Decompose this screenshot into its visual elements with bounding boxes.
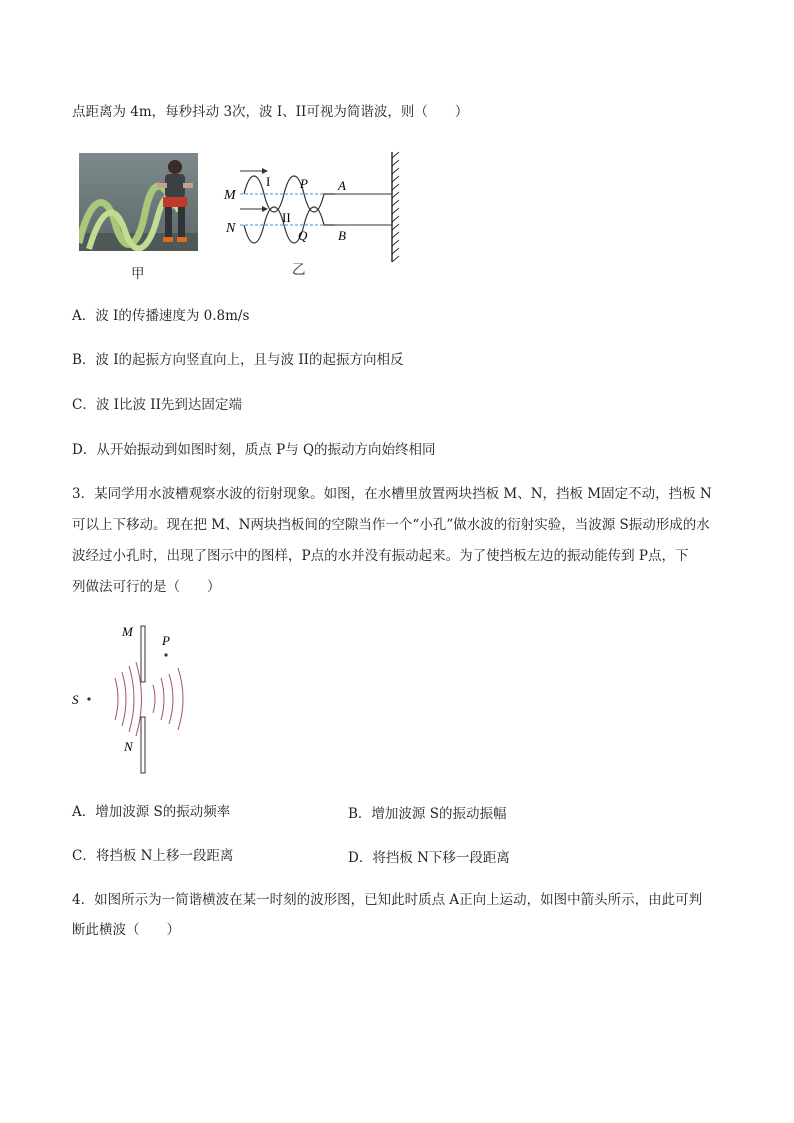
barrier-n — [141, 717, 145, 773]
caption-jia: 甲 — [131, 266, 145, 282]
fig3-label-s: S — [72, 692, 79, 707]
label-b: B — [338, 228, 346, 243]
label-q: Q — [298, 228, 308, 243]
photo-figure-jia — [79, 153, 198, 251]
wall-hatching — [392, 152, 399, 262]
q3-option-b: B．增加波源 S的振动振幅 — [348, 806, 507, 822]
q4-stem-line-1: 4．如图所示为一简谐横波在某一时刻的波形图，已知此时质点 A正向上运动，如图中箭头所示，由此可判 — [72, 892, 703, 908]
source-point — [87, 697, 90, 700]
q2-option-a: A．波 I的传播速度为 0.8m/s — [72, 308, 250, 324]
q3-option-c: C．将挡板 N上移一段距离 — [72, 848, 234, 864]
q3-stem-line-2: 可以上下移动。现在把 M、N两块挡板间的空隙当作一个“小孔”做水波的衍射实验，当波源 S振动形成的水 — [72, 517, 710, 533]
battle-rope-photo — [79, 153, 198, 251]
fig3-label-n: N — [124, 739, 133, 754]
label-a: A — [338, 178, 346, 193]
q3-option-a: A．增加波源 S的振动频率 — [72, 804, 231, 820]
q3-stem-line-3: 波经过小孔时，出现了图示中的图样，P点的水并没有振动起来。为了使挡板左边的振动能传到 P点，下 — [72, 548, 689, 564]
q3-option-d: D．将挡板 N下移一段距离 — [348, 850, 510, 866]
q2-option-b: B．波 I的起振方向竖直向上，且与波 II的起振方向相反 — [72, 352, 404, 368]
fig3-label-p: P — [162, 633, 170, 648]
caption-yi: 乙 — [292, 262, 306, 278]
wavefronts-right — [153, 668, 183, 730]
q2-option-c: C．波 I比波 II先到达固定端 — [72, 397, 242, 413]
label-m: M — [224, 188, 236, 203]
wave-figure-yi — [220, 150, 410, 265]
barrier-m — [141, 626, 145, 682]
wavefronts-left — [115, 662, 142, 736]
label-p: P — [300, 176, 308, 191]
fig3-label-m: M — [122, 624, 133, 639]
q2-stem-tail: 点距离为 4m，每秒抖动 3次，波 I、II可视为简谐波，则（ ） — [72, 104, 469, 120]
q4-stem-line-2: 断此横波（ ） — [72, 922, 180, 938]
q3-stem-line-1: 3．某同学用水波槽观察水波的衍射现象。如图，在水槽里放置两块挡板 M、N，挡板 M固定不动，挡板 N — [72, 486, 712, 502]
diffraction-figure — [68, 620, 208, 775]
label-ii: II — [282, 210, 291, 225]
q2-option-d: D．从开始振动到如图时刻，质点 P与 Q的振动方向始终相同 — [72, 442, 436, 458]
label-n: N — [226, 221, 236, 236]
label-i: I — [266, 174, 271, 189]
point-p — [164, 653, 167, 656]
q3-stem-line-4: 列做法可行的是（ ） — [72, 579, 221, 595]
